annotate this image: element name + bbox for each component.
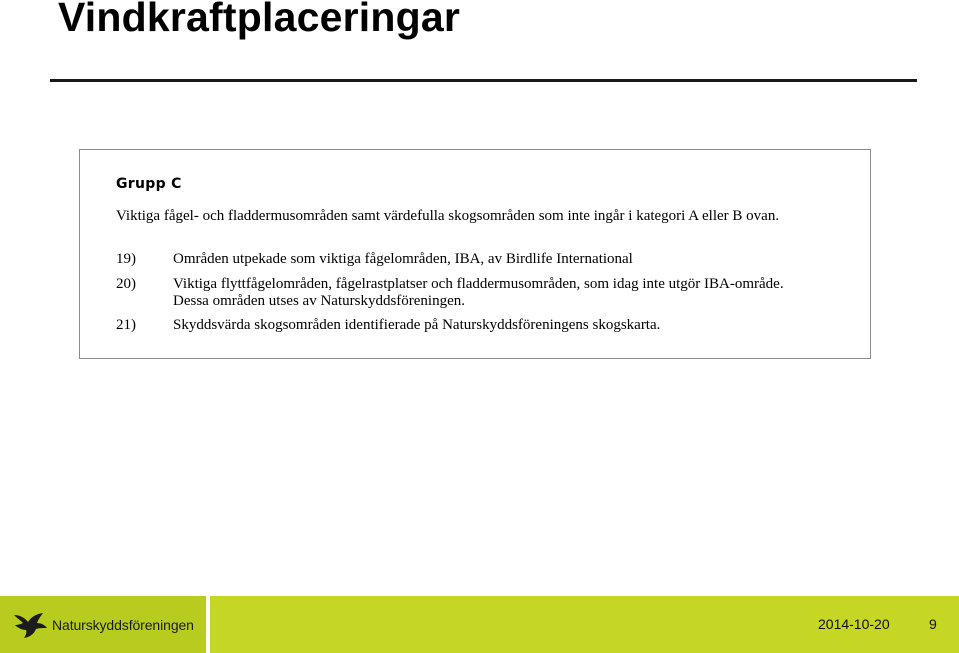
footer [0, 596, 959, 653]
footer-date: 2014-10-20 [818, 616, 890, 632]
item-text [173, 276, 784, 310]
page-number: 9 [929, 616, 937, 632]
item-text: Områden utpekade som viktiga fågelområden, IBA, av Birdlife International [173, 251, 633, 267]
slide-title: Vindkraftplaceringar [58, 0, 460, 40]
bird-logo-icon [12, 609, 48, 639]
item-text-line: Viktiga flyttfågelområden, fågelrastplatser och fladdermusområden, som idag inte utgör IBA-område. [173, 276, 784, 292]
item-text-line: Dessa områden utses av Naturskyddsföreningen. [173, 293, 466, 309]
item-number: 21) [116, 317, 136, 333]
item-number: 20) [116, 276, 136, 292]
content-box [79, 149, 871, 359]
intro-text: Viktiga fågel- och fladdermusområden samt värdefulla skogsområden som inte ingår i kategori A eller B ovan. [116, 208, 780, 224]
item-number: 19) [116, 251, 136, 267]
group-heading: Grupp C [116, 176, 182, 192]
footer-logo-block [0, 596, 206, 653]
logo-text: Naturskyddsföreningen [52, 617, 194, 633]
item-text: Skyddsvärda skogsområden identifierade på Naturskyddsföreningens skogskarta. [173, 317, 661, 333]
title-divider [50, 79, 917, 82]
